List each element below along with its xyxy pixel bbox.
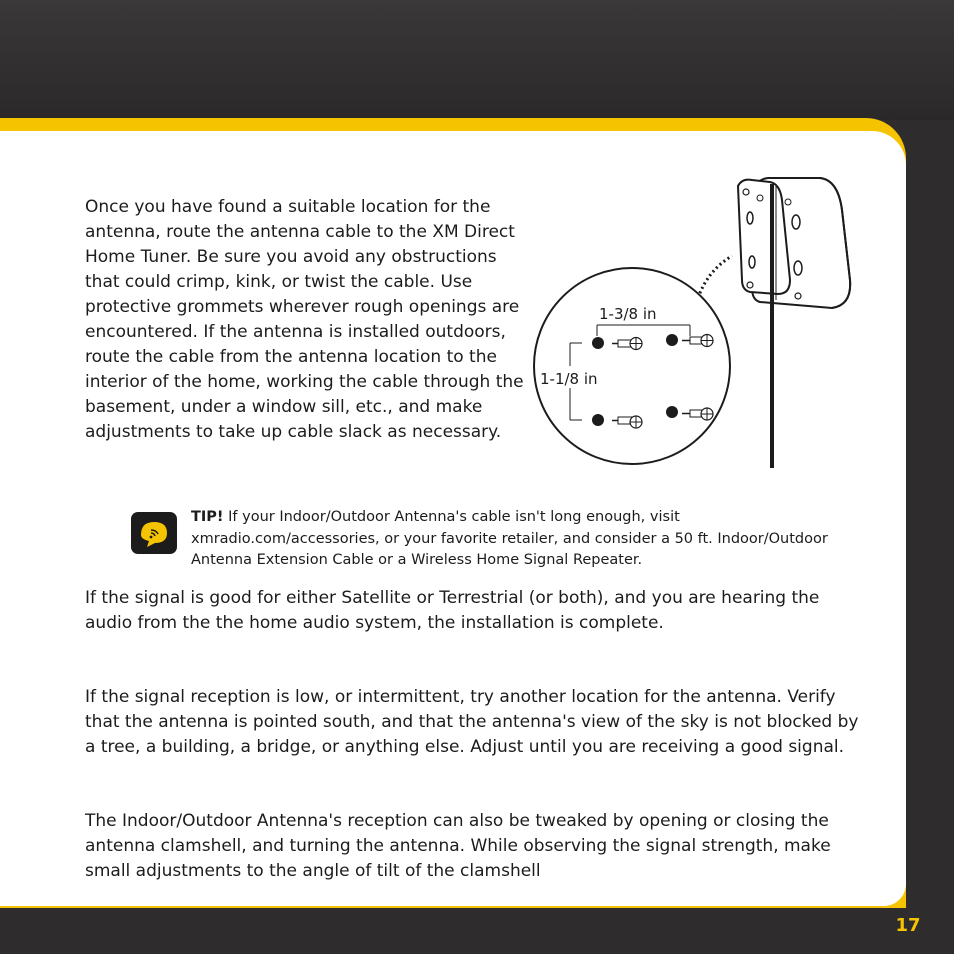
horizontal-dimension-label: 1-3/8 in bbox=[599, 305, 657, 323]
vertical-dimension-label: 1-1/8 in bbox=[540, 370, 598, 388]
paragraph-signal-good: If the signal is good for either Satellite or Terrestrial (or both), and you are hearing the audio from the the home audio system, the installation is complete. bbox=[85, 588, 820, 633]
tip-speech-bubble-icon bbox=[131, 512, 177, 554]
paragraph-cable-routing: Once you have found a suitable location for the antenna, route the antenna cable to the XM Direct Home Tuner. Be sure you avoid any obstructions that could crimp, kink, or twist the cable. Use protective grommets wherever rough openings are encountered. If the antenna is installed outdoors, route the cable from the antenna location to the interior of the home, working the cable through the basement, under a window sill, etc., and make adjustments to take up cable slack as necessary. bbox=[85, 197, 524, 442]
page-number: 17 bbox=[895, 915, 921, 936]
paragraph-clamshell-adjust: The Indoor/Outdoor Antenna's reception can also be tweaked by opening or closing the antenna clamshell, and turning the antenna. While observing the signal strength, make small adjustments to the angle of tilt of the clamshell bbox=[85, 811, 831, 881]
tip-label: TIP! bbox=[191, 509, 224, 525]
antenna-mounting-diagram bbox=[520, 170, 870, 480]
header-band bbox=[0, 0, 954, 120]
antenna-illustration bbox=[738, 178, 850, 468]
tip-body: If your Indoor/Outdoor Antenna's cable isn't long enough, visit xmradio.com/accessories, or your favorite retailer, and consider a 50 ft. Indoor/Outdoor Antenna Extension Cable or a Wireless Home Signal Repeater. bbox=[191, 509, 828, 568]
paragraph-signal-low: If the signal reception is low, or intermittent, try another location for the antenna. Verify that the antenna is pointed south, and that the antenna's view of the sky is not blocked by a tree, a building, a bridge, or anything else. Adjust until you are receiving a good signal. bbox=[85, 687, 859, 757]
tip-text bbox=[191, 507, 871, 572]
